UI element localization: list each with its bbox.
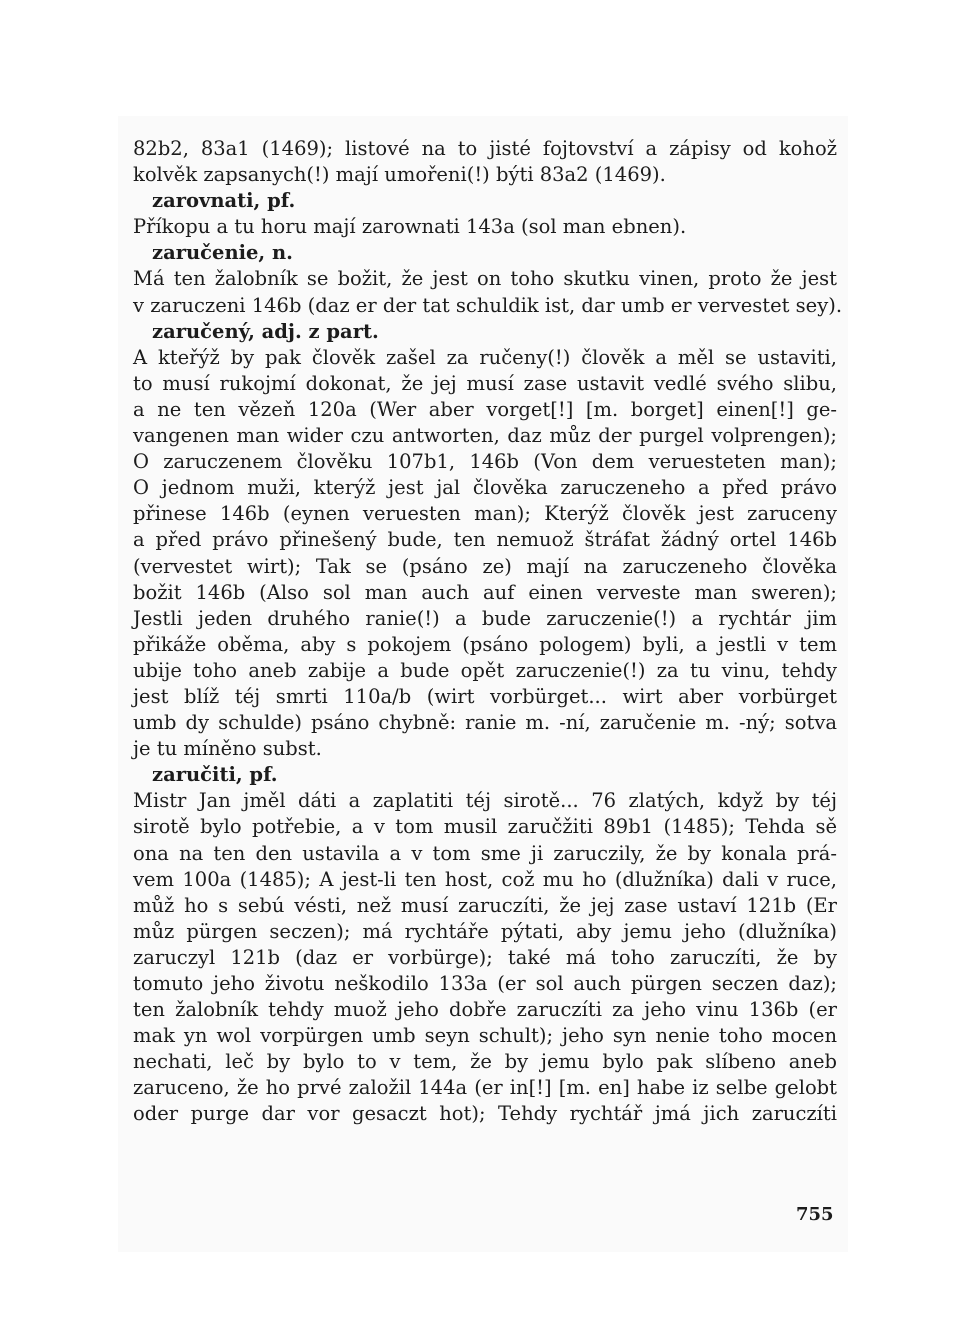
- headword-line: [133, 319, 837, 345]
- headword-line: [133, 188, 837, 214]
- text-line: nechati, leč by bylo to v tem, že by jemu bylo pak slíbeno aneb: [133, 1050, 837, 1074]
- dictionary-text: [133, 136, 843, 1128]
- text-line: můž ho s sebú vésti, než musí zaruczíti, že jej zase ustaví 121b (Er: [133, 893, 837, 917]
- text-line: oder purge dar vor gesaczt hot); Tehdy rychtář jmá jich zaruczíti: [133, 1102, 837, 1126]
- page-number: 755: [796, 1204, 834, 1225]
- text-line: a před právo přinešený bude, ten nemuož štráfat žádný ortel 146b: [133, 528, 837, 552]
- text-line: A kteřýž by pak člověk zašel za ručeny(!) člověk a měl se ustaviti,: [133, 345, 837, 369]
- text-line: božit 146b (Also sol man auch auf einen verveste man sweren);: [133, 580, 837, 604]
- text-line: to musí rukojmí dokonat, že jej musí zase ustavit vedlé svého slibu,: [133, 371, 837, 395]
- text-line: Mistr Jan jměl dáti a zaplatiti téj sirotě... 76 zlatých, když by téj: [133, 789, 837, 813]
- headword-line: [133, 762, 837, 788]
- text-line: můz pürgen seczen); má rychtáře pýtati, aby jemu jeho (dlužníka): [133, 919, 837, 943]
- text-line: a ne ten vězeň 120a (Wer aber vorget[!] [m. borget] einen[!] ge-: [133, 397, 837, 421]
- text-line: Jestli jeden druhého ranie(!) a bude zaruczenie(!) a rychtár jim: [133, 606, 837, 630]
- text-line: zaruceno, že ho prvé založil 144a (er in[!] [m. en] habe iz selbe gelobt: [133, 1076, 837, 1100]
- text-line: Příkopu a tu horu mají zarownati 143a (sol man ebnen).: [133, 215, 687, 239]
- text-line: v zaruczeni 146b (daz er der tat schuldik ist, dar umb er vervestet sey).: [133, 293, 843, 317]
- headword: zaručený, adj. z part.: [152, 319, 379, 343]
- headword: zarovnati, pf.: [152, 189, 296, 213]
- headword: zaručenie, n.: [152, 241, 293, 265]
- text-line: je tu míněno subst.: [133, 737, 322, 761]
- headword-line: [133, 240, 837, 266]
- text-line: ten žalobník tehdy muož jeho dobře zaruczíti za jeho vinu 136b (er: [133, 998, 837, 1022]
- text-line: vangenen man wider czu antworten, daz můz der purgel volprengen);: [133, 424, 837, 448]
- text-line: kolvěk zapsanych(!) mají umořeni(!) býti 83a2 (1469).: [133, 163, 666, 187]
- text-line: ubije toho aneb zabije a bude opět zaruczenie(!) za tu vinu, tehdy: [133, 658, 837, 682]
- text-line: zaruczyl 121b (daz er vorbürge); také má toho zaruczíti, že by: [133, 945, 837, 969]
- text-line: tomuto jeho životu neškodilo 133a (er sol auch pürgen seczen daz);: [133, 972, 837, 995]
- text-line: jest blíž téj smrti 110a/b (wirt vorbürget... wirt aber vorbürget: [133, 684, 837, 708]
- text-line: vem 100a (1485); A jest-li ten host, což mu ho (dlužníka) dali v ruce,: [133, 867, 837, 891]
- text-line: přinese 146b (eynen veruesten man); Kterýž člověk jest zaruceny: [133, 502, 837, 526]
- text-line: O zaruczenem člověku 107b1, 146b (Von dem veruesteten man);: [133, 450, 837, 474]
- headword: zaručiti, pf.: [152, 763, 278, 787]
- text-line: (vervestet wirt); Tak se (psáno ze) mají na zaruczeneho člověka: [133, 554, 837, 578]
- text-line: umb dy schulde) psáno chybně: ranie m. -ní, zaručenie m. -ný; sotva: [133, 711, 837, 735]
- text-line: přikáže oběma, aby s pokojem (psáno pologem) byli, a jestli v tem: [133, 632, 837, 656]
- text-line: O jednom muži, kterýž jest jal člověka zaruczeneho a před právo: [133, 476, 837, 500]
- text-line: mak yn wol vorpürgen umb seyn schult); jeho syn nenie toho mocen: [133, 1024, 837, 1048]
- text-line: Má ten žalobník se božit, že jest on toho skutku vinen, proto že jest: [133, 267, 837, 291]
- text-line: 82b2, 83a1 (1469); listové na to jisté fojtovství a zápisy od kohož: [133, 137, 837, 160]
- text-line: ona na ten den ustavila a v tom sme ji zaruczily, že by konala prá-: [133, 841, 837, 865]
- text-line: sirotě bylo potřebie, a v tom musil zaručžiti 89b1 (1485); Tehda sě: [133, 815, 837, 839]
